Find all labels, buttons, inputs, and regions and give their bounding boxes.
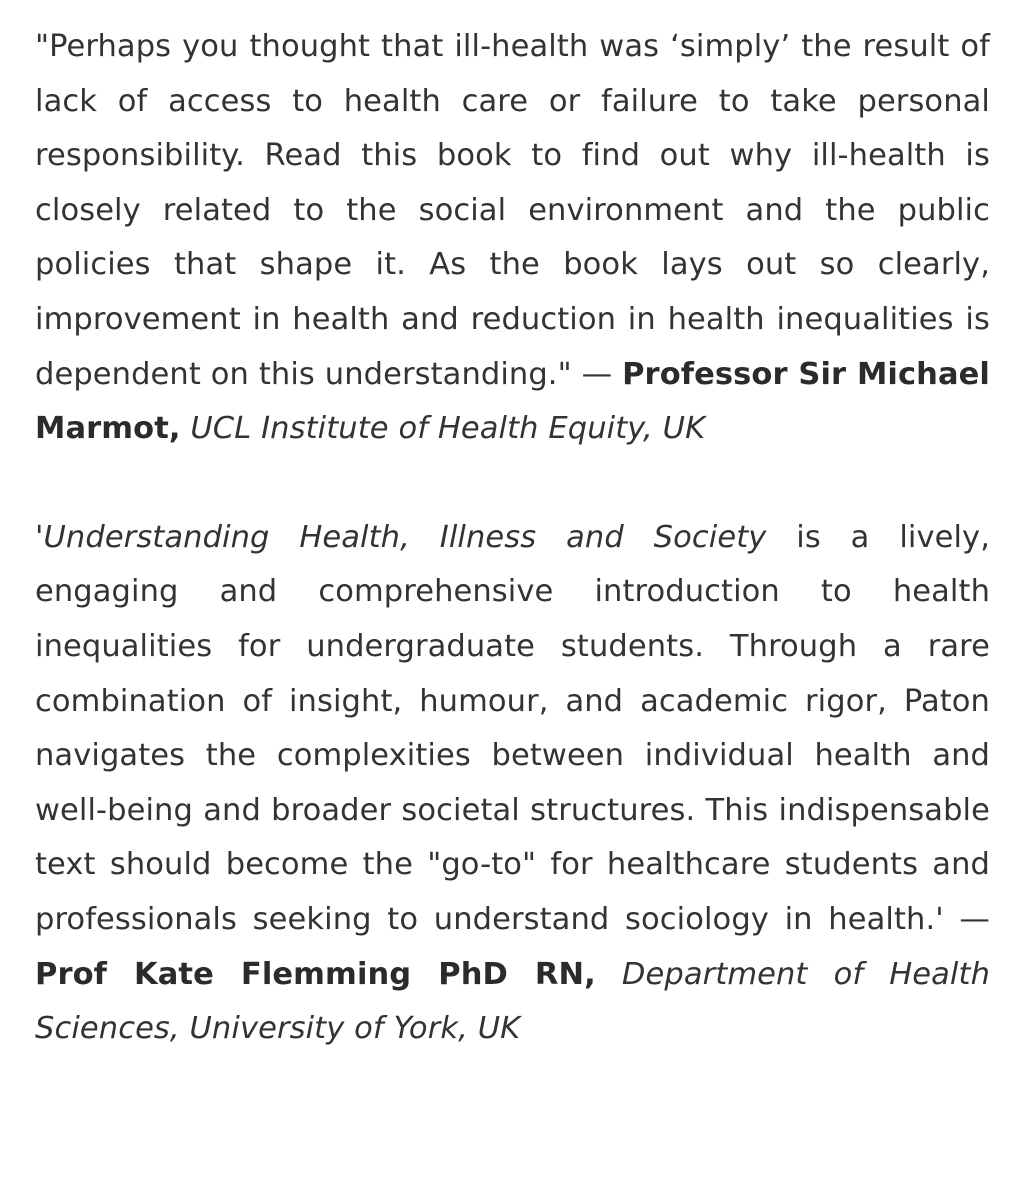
testimonials-section [35, 20, 990, 1057]
book-title: Understanding Health, Illness and Society [43, 519, 767, 555]
testimonial-author-affiliation: Department of Health Sciences, University of York, UK [35, 956, 990, 1047]
testimonial-author-name: Prof Kate Flemming PhD RN, [35, 956, 596, 992]
testimonial-marmot [35, 20, 990, 457]
testimonial-author-name: Professor Sir Michael Marmot, [35, 356, 990, 447]
testimonial-flemming [35, 511, 990, 1057]
testimonial-author-affiliation: UCL Institute of Health Equity, UK [190, 411, 706, 447]
testimonial-quote-text: is a lively, engaging and comprehensive introduction to health inequalities for undergraduate students. Through a rare combination of insight, humour, and academic rigor, Paton navigates the complexities between individual health and well-being and broader societal structures. This indispensable text should become the "go-to" for healthcare students and professionals seeking to understand sociology in health.' — [35, 519, 990, 937]
testimonial-quote-open: ' [35, 519, 44, 555]
testimonial-quote-text: "Perhaps you thought that ill-health was ‘simply’ the result of lack of access to health care or failure to take personal responsibility. Read this book to find out why ill-health is closely related to the social environment and the public policies that shape it. As the book lays out so clearly, improvement in health and reduction in health inequalities is dependent on this understanding." — [35, 29, 990, 392]
